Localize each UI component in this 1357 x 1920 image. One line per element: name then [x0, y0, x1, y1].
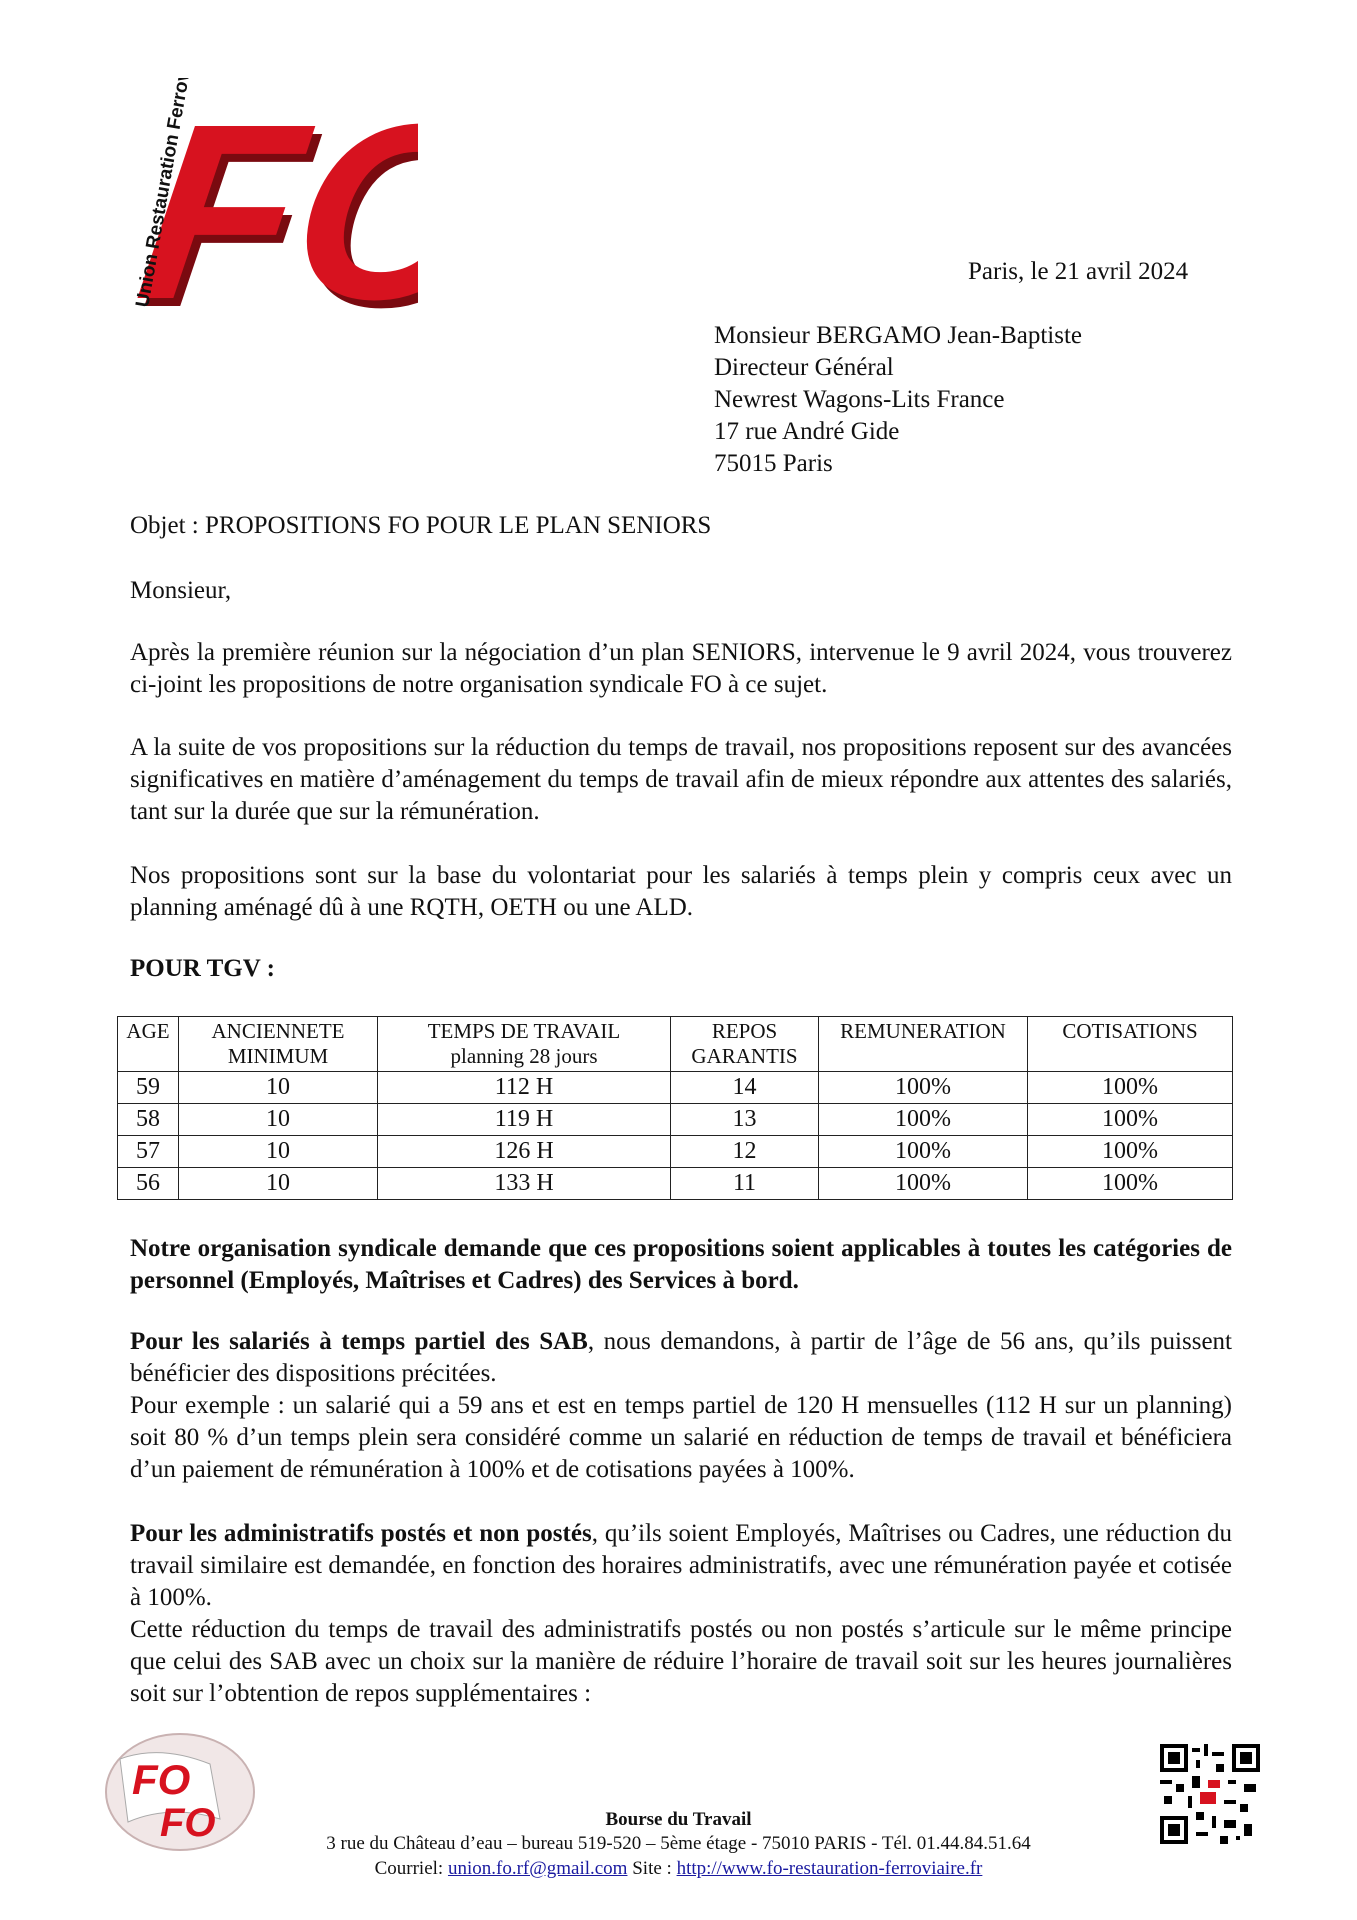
letter-object: Objet : PROPOSITIONS FO POUR LE PLAN SENIORS: [130, 512, 712, 539]
table-cell: 100%: [819, 1104, 1028, 1136]
header-cotisations: COTISATIONS: [1028, 1017, 1233, 1072]
email-label: Courriel:: [374, 1858, 448, 1879]
table-cell: 100%: [1028, 1136, 1233, 1168]
recipient-line: 75015 Paris: [714, 450, 833, 477]
table-cell: 10: [179, 1136, 378, 1168]
paragraph-volunteer: Nos propositions sont sur la base du volontariat pour les salariés à temps plein y compris ceux avec un planning aménagé dû à une RQTH, OETH ou une ALD.: [130, 862, 1232, 921]
table-cell: 12: [671, 1136, 819, 1168]
table-row: [118, 1072, 1233, 1104]
table-cell: 56: [118, 1168, 179, 1200]
table-cell: 100%: [819, 1072, 1028, 1104]
table-cell: 100%: [819, 1136, 1028, 1168]
paragraph-intro: Après la première réunion sur la négociation d’un plan SENIORS, intervenue le 9 avril 2024, vous trouverez ci-joint les propositions de notre organisation syndicale FO à ce sujet.: [130, 639, 1232, 698]
seniors-table: [117, 1016, 1233, 1200]
table-cell: 100%: [1028, 1104, 1233, 1136]
recipient-line: Newrest Wagons-Lits France: [714, 386, 1005, 413]
header-repos: REPOS GARANTIS: [671, 1017, 819, 1072]
table-cell: 10: [179, 1104, 378, 1136]
table-row: [118, 1168, 1233, 1200]
table-row: [118, 1104, 1233, 1136]
admin-lead: Pour les administratifs postés et non postés: [130, 1520, 592, 1547]
paragraph-part-time: [130, 1326, 1232, 1486]
recipient-address: [714, 320, 1082, 480]
svg-text:FO: FO: [128, 78, 418, 318]
table-cell: 100%: [819, 1168, 1028, 1200]
recipient-line: 17 rue André Gide: [714, 418, 900, 445]
part-time-example: Pour exemple : un salarié qui a 59 ans et est en temps partiel de 120 H mensuelles (112 H sur un planning) soit 80 % d’un temps plein sera considéré comme un salarié en réduction de temps de travail et bénéficiera d’un paiement de rémunération à 100% et de cotisations payées à 100%.: [130, 1392, 1232, 1483]
table-cell: 14: [671, 1072, 819, 1104]
admin-rest: , qu’ils soient Employés, Maîtrises ou Cadres, une réduction du travail similaire est demandée, en fonction des horaires administratifs, avec une rémunération payée et cotisée à 100%.: [130, 1520, 1232, 1611]
salutation: Monsieur,: [130, 577, 232, 604]
paragraph-proposals: A la suite de vos propositions sur la réduction du temps de travail, nos propositions reposent sur des avancées significatives en matière d’aménagement du temps de travail afin de mieux répondre aux attentes des salariés, tant sur la durée que sur la rémunération.: [130, 734, 1232, 825]
fo-logo-graphic: [128, 78, 418, 318]
paragraph-administratifs: [130, 1518, 1232, 1710]
email-link[interactable]: union.fo.rf@gmail.com: [447, 1858, 628, 1879]
table-cell: 119 H: [378, 1104, 671, 1136]
letter-date: Paris, le 21 avril 2024: [968, 258, 1189, 285]
recipient-line: Directeur Général: [714, 354, 894, 381]
table-cell: 10: [179, 1072, 378, 1104]
table-cell: 100%: [1028, 1168, 1233, 1200]
table-cell: 13: [671, 1104, 819, 1136]
table-cell: 58: [118, 1104, 179, 1136]
svg-text:FO: FO: [132, 81, 418, 318]
table-cell: 11: [671, 1168, 819, 1200]
svg-text:FO: FO: [132, 1756, 191, 1803]
footer-address: 3 rue du Château d’eau – bureau 519-520 – 5ème étage - 75010 PARIS - Tél. 01.44.84.51.64: [326, 1833, 1031, 1854]
bold-statement: Notre organisation syndicale demande que ces propositions soient applicables à toutes les catégories de personnel (Employés, Maîtrises et Cadres) des Services à bord.: [130, 1235, 1232, 1294]
table-header-row: [118, 1017, 1233, 1072]
table-cell: 59: [118, 1072, 179, 1104]
admin-more: Cette réduction du temps de travail des administratifs postés ou non postés s’articule sur le même principe que celui des SAB avec un choix sur la manière de réduire l’horaire de travail soit sur les heures journalières soit sur l’obtention de repos supplémentaires :: [130, 1616, 1232, 1707]
part-time-lead: Pour les salariés à temps partiel des SAB: [130, 1328, 588, 1355]
table-cell: 133 H: [378, 1168, 671, 1200]
fo-logo-vertical-text: Union Restauration Ferroviaire: [132, 78, 202, 309]
table-cell: 10: [179, 1168, 378, 1200]
svg-text:FO: FO: [160, 1801, 216, 1845]
recipient-line: Monsieur BERGAMO Jean-Baptiste: [714, 322, 1083, 349]
site-link[interactable]: http://www.fo-restauration-ferroviaire.fr: [676, 1858, 983, 1879]
table-cell: 100%: [1028, 1072, 1233, 1104]
header-anciennete: ANCIENNETE MINIMUM: [179, 1017, 378, 1072]
footer-org: Bourse du Travail: [605, 1809, 752, 1830]
table-cell: 126 H: [378, 1136, 671, 1168]
fo-logo: [128, 78, 418, 318]
header-remuneration: REMUNERATION: [819, 1017, 1028, 1072]
table-row: [118, 1136, 1233, 1168]
tgv-heading: POUR TGV :: [130, 955, 275, 982]
part-time-rest: , nous demandons, à partir de l’âge de 56 ans, qu’ils puissent bénéficier des dispositions précitées.: [130, 1328, 1233, 1387]
footer-contact: [0, 1857, 1357, 1881]
header-age: AGE: [118, 1017, 179, 1072]
header-temps-de-travail: TEMPS DE TRAVAIL planning 28 jours: [378, 1017, 671, 1072]
site-label: Site :: [632, 1858, 677, 1879]
table-cell: 112 H: [378, 1072, 671, 1104]
table-cell: 57: [118, 1136, 179, 1168]
